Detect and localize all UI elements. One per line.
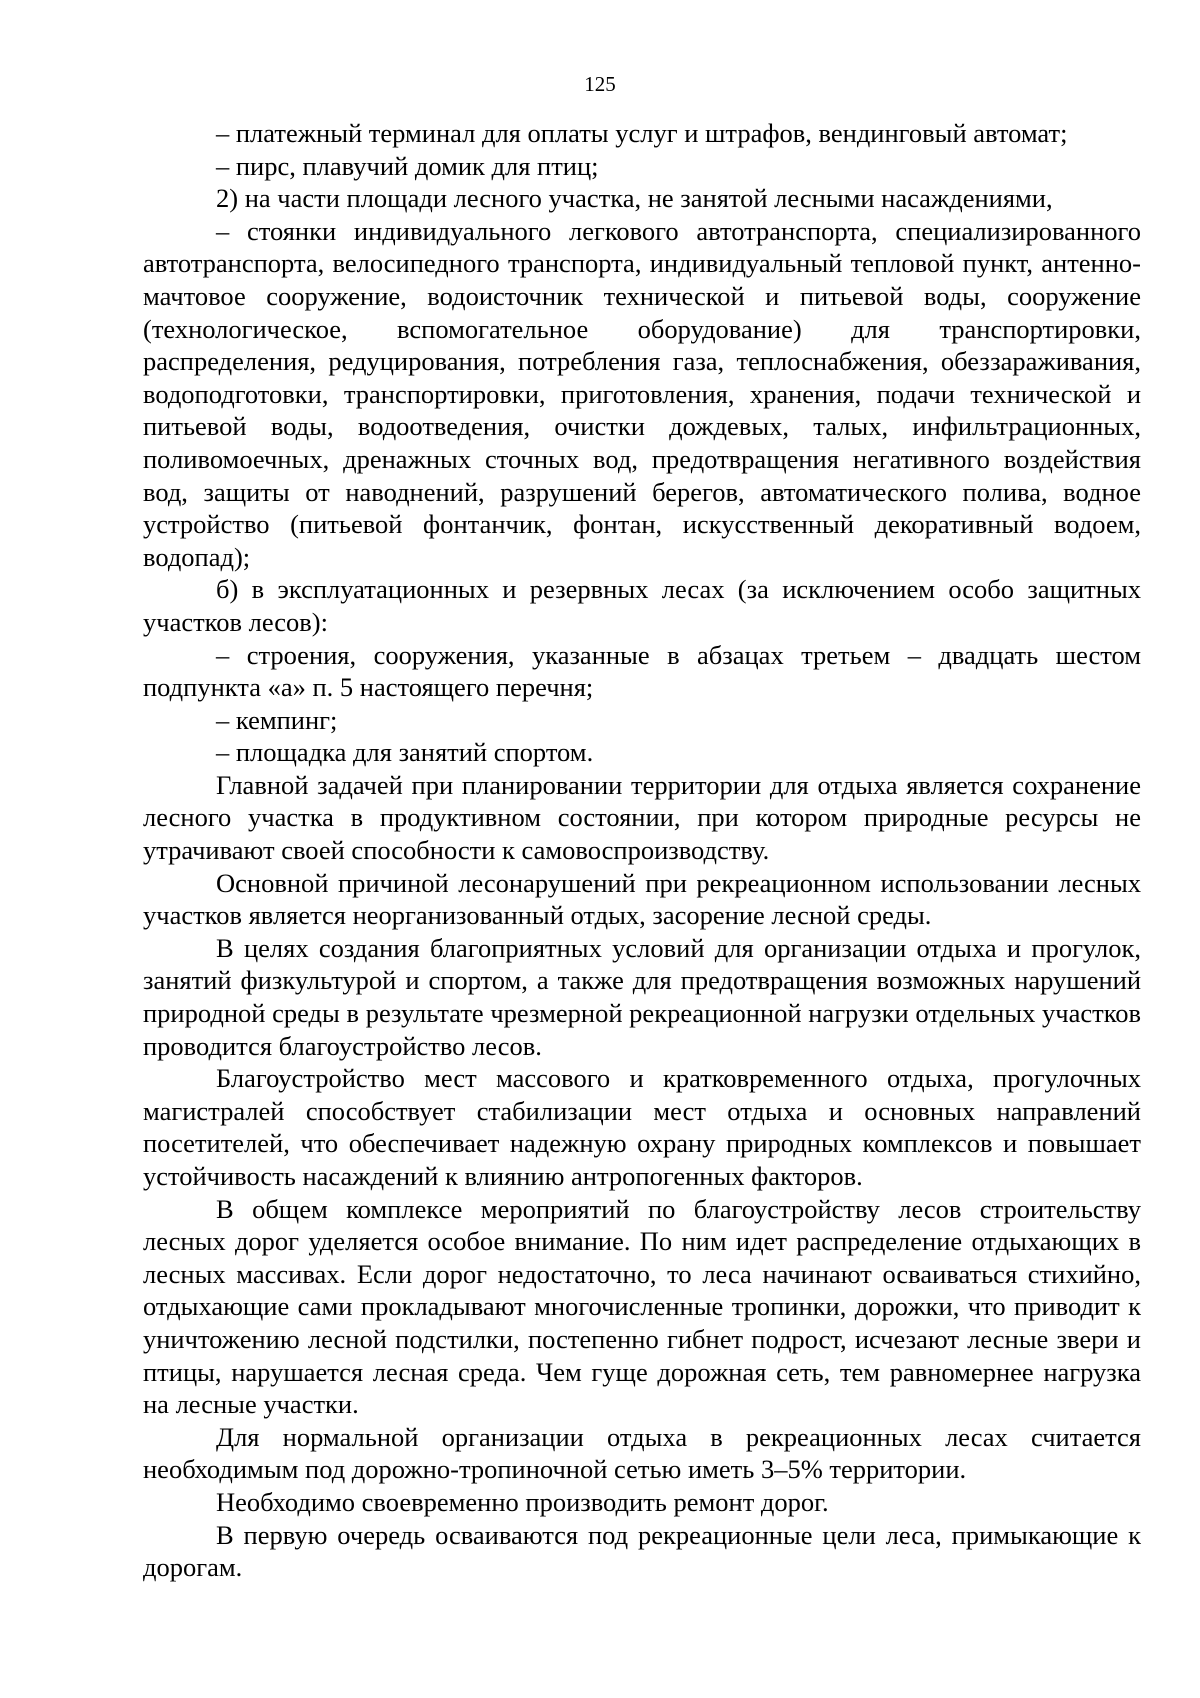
body-text <box>143 117 1141 1584</box>
page-number: 125 <box>584 72 616 96</box>
subsection-b-heading: б) в эксплуатационных и резервных лесах (за исключением особо защитных участков лесов): <box>143 574 1141 637</box>
list-item-pier: – пирс, плавучий домик для птиц; <box>216 150 599 181</box>
paragraph-first-priority: В первую очередь осваиваются под рекреационные цели леса, примыкающие к дорогам. <box>143 1519 1141 1583</box>
list-item-parking: – стоянки индивидуального легкового автотранспорта, специализированного автотранспорта, велосипедного транспорта, индивидуальный тепловой пункт, антенно-мачтовое сооружение, водоисточник технической и питьевой воды, сооружение (технологическое, вспомогательное оборудование) для транспортировки, распределения, редуцирования, потребления газа, теплоснабжения, обеззараживания, водоподготовки, транспортировки, приготовления, хранения, подачи технической и питьевой воды, водоотведения, очистки дождевых, талых, инфильтрационных, поливомоечных, дренажных сточных вод, предотвращения негативного воздействия вод, защиты от наводнений, разрушений берегов, автоматического полива, водное устройство (питьевой фонтанчик, фонтан, искусственный декоративный водоем, водопад); <box>143 215 1141 572</box>
paragraph-favorable-conditions: В целях создания благоприятных условий для организации отдыха и прогулок, занятий физкультурой и спортом, а также для предотвращения возможных нарушений природной среды в результате чрезмерной рекреационной нагрузки отдельных участков проводится благоустройство лесов. <box>143 932 1141 1061</box>
list-item-payment-terminal: – платежный терминал для оплаты услуг и штрафов, вендинговый автомат; <box>216 118 1068 148</box>
list-item-structures: – строения, сооружения, указанные в абзацах третьем – двадцать шестом подпункта «а» п. 5 настоящего перечня; <box>143 639 1141 703</box>
paragraph-forest-roads: В общем комплексе мероприятий по благоустройству лесов строительству лесных дорог уделяется особое внимание. По ним идет распределение отдыхающих в лесных массивах. Если дорог недостаточно, то леса начинают осваиваться стихийно, отдыхающие сами прокладывают многочисленные тропинки, дорожки, что приводит к уничтожению лесной подстилки, постепенно гибнет подрост, исчезают лесные звери и птицы, нарушается лесная среда. Чем гуще дорожная сеть, тем равномернее нагрузка на лесные участки. <box>143 1193 1141 1420</box>
paragraph-main-task: Главной задачей при планировании территории для отдыха является сохранение лесного участка в продуктивном состоянии, при котором природные ресурсы не утрачивают своей способности к самовоспроизводству. <box>143 769 1141 866</box>
paragraph-landscaping: Благоустройство мест массового и кратковременного отдыха, прогулочных магистралей способствует стабилизации мест отдыха и основных направлений посетителей, что обеспечивает надежную охрану природных комплексов и повышает устойчивость насаждений к влиянию антропогенных факторов. <box>143 1063 1141 1191</box>
subsection-2-heading: 2) на части площади лесного участка, не занятой лесными насаждениями, <box>216 183 1053 214</box>
paragraph-road-network: Для нормальной организации отдыха в рекреационных лесах считается необходимым под дорожно-тропиночной сетью иметь 3–5% территории. <box>143 1421 1141 1485</box>
paragraph-road-repair: Необходимо своевременно производить ремонт дорог. <box>216 1486 829 1517</box>
paragraph-main-cause: Основной причиной лесонарушений при рекреационном использовании лесных участков является неорганизованный отдых, засорение лесной среды. <box>143 867 1141 931</box>
list-item-sports-ground: – площадка для занятий спортом. <box>216 737 594 768</box>
list-item-camping: – кемпинг; <box>216 704 338 735</box>
